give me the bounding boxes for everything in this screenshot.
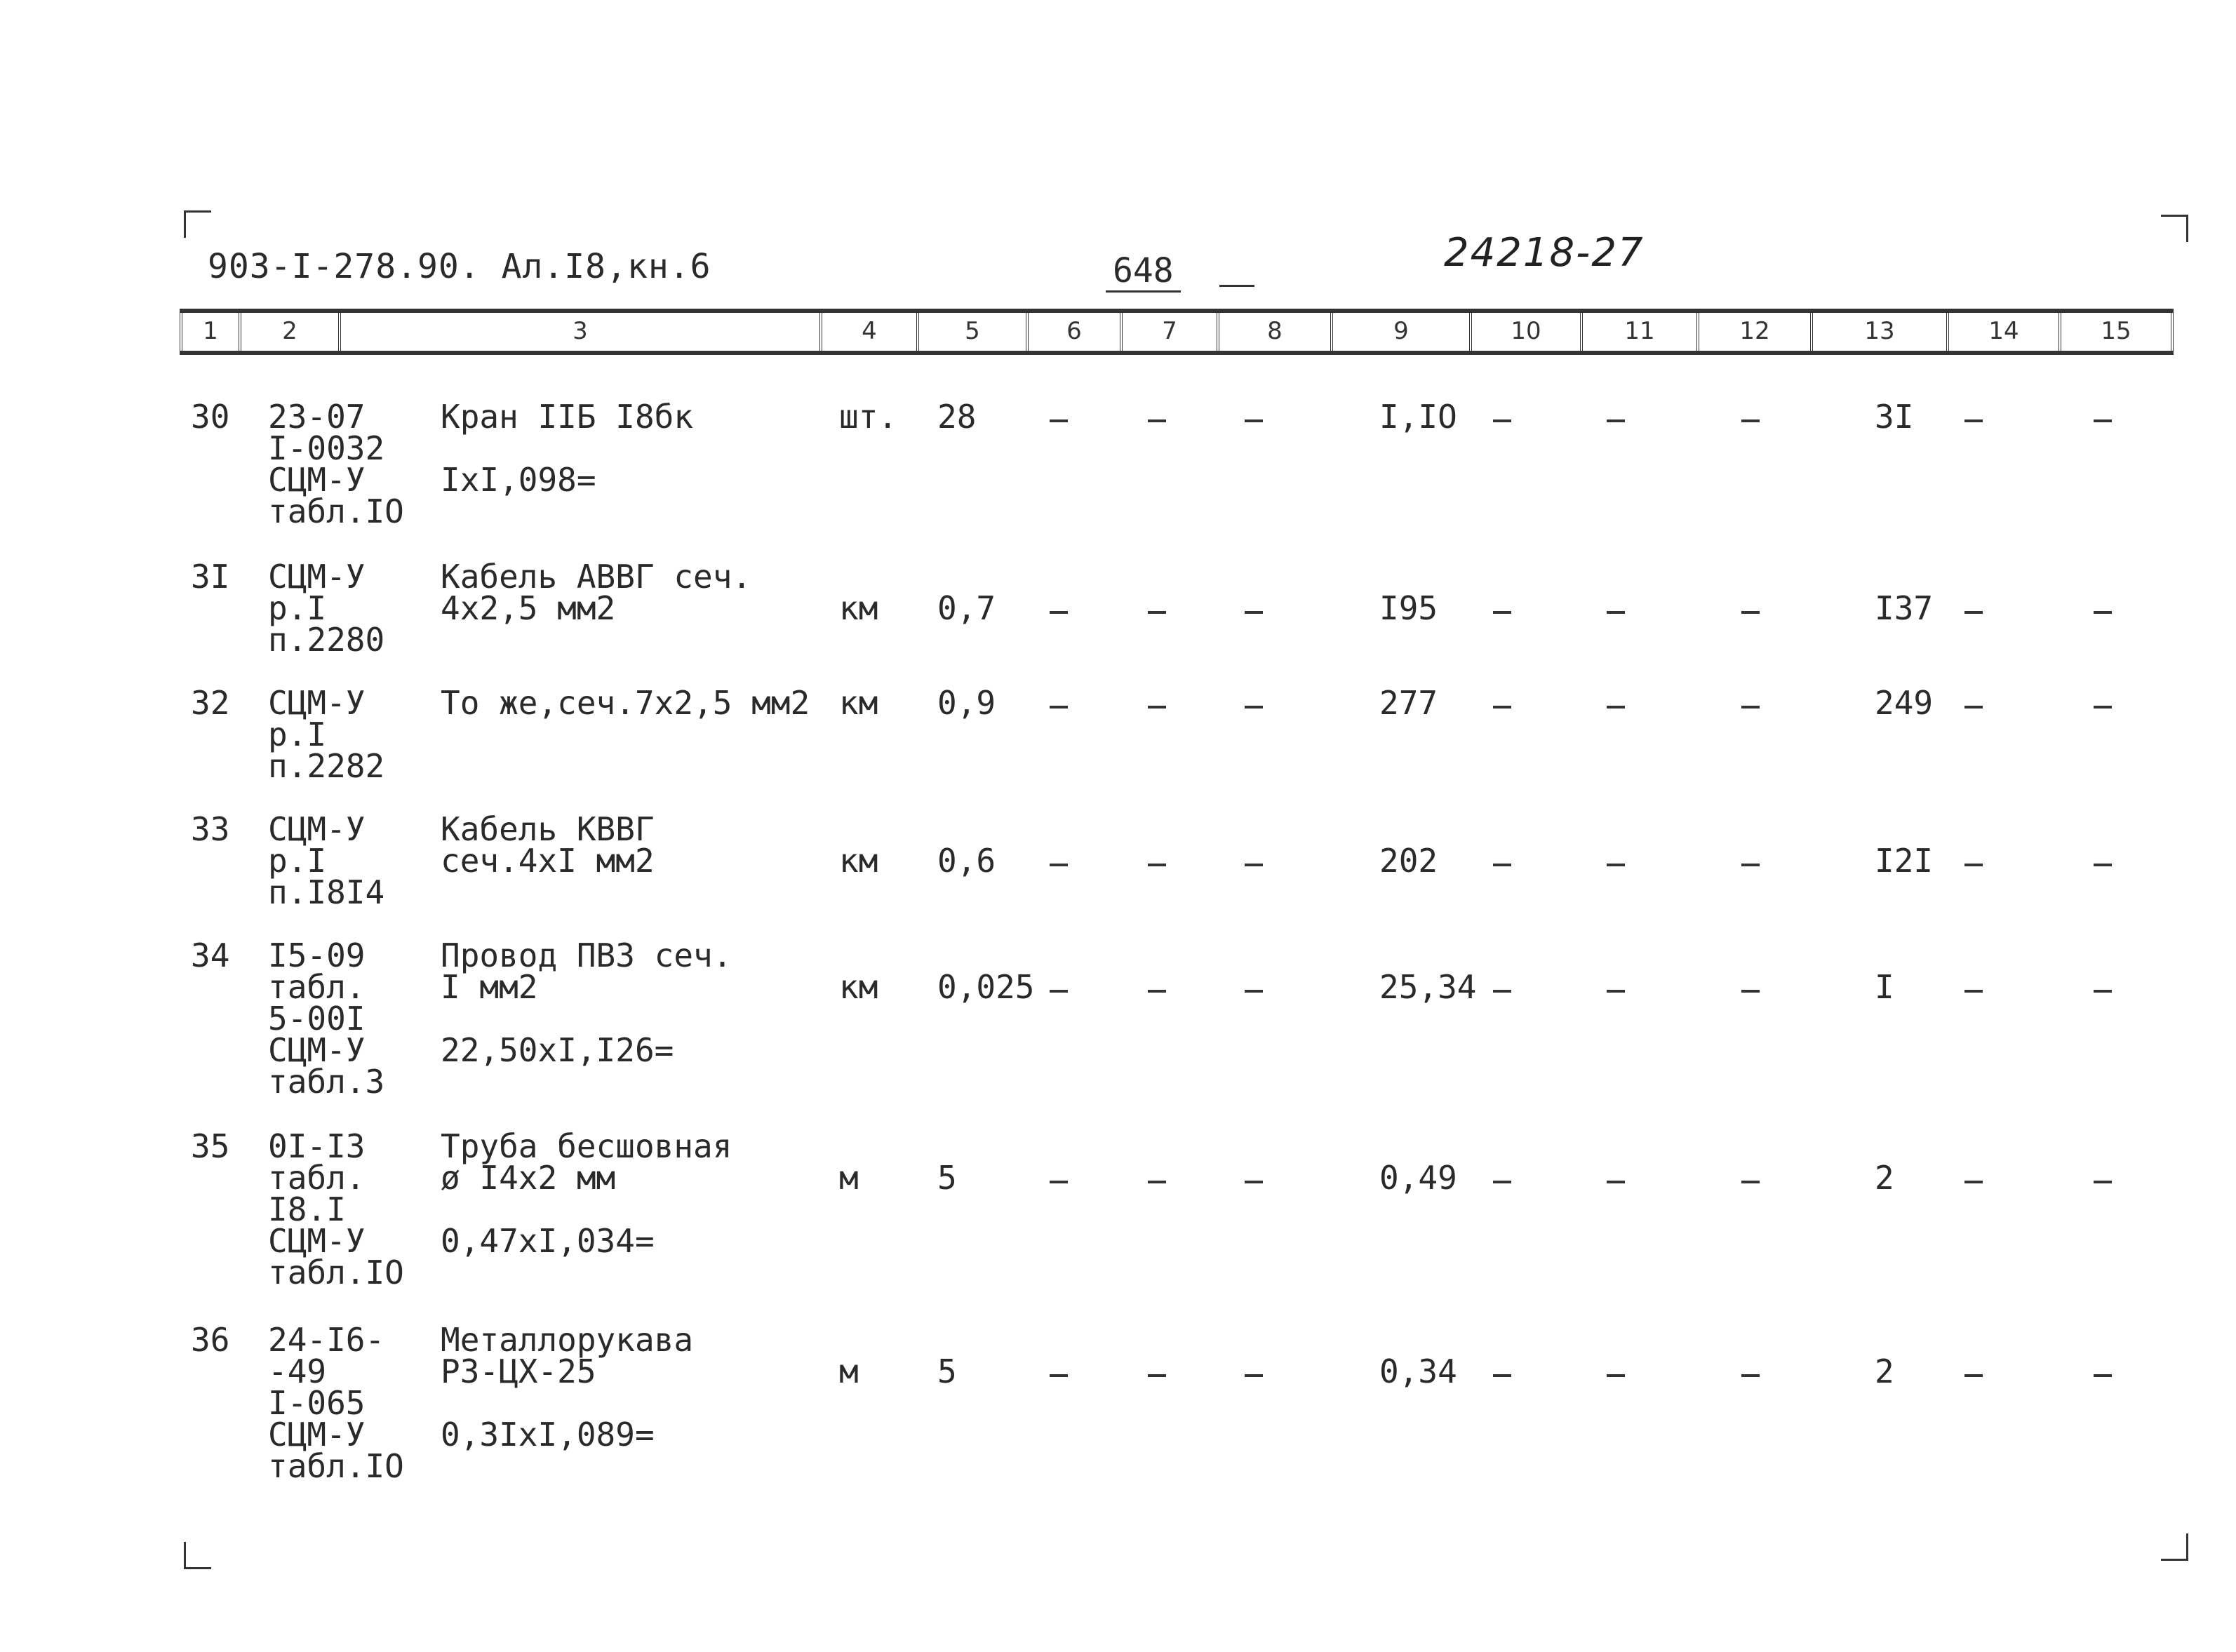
row-reference-line: СЦМ-У [268, 558, 366, 596]
row-reference-line: табл. [268, 968, 366, 1006]
empty-cell-dash [1148, 1181, 1166, 1183]
document-code: 903-I-278.90. Ал.I8,кн.6 [208, 247, 711, 286]
row-quantity: 28 [937, 398, 977, 436]
row-unit: км [839, 842, 878, 880]
column-header-9: 9 [1330, 313, 1469, 351]
row-col13-value: I37 [1875, 589, 1934, 627]
row-col13-value: I [1875, 968, 1894, 1006]
column-header-14: 14 [1946, 313, 2058, 351]
empty-cell-dash [2094, 864, 2112, 866]
row-description-line: Металлорукава [441, 1321, 694, 1359]
empty-cell-dash [1964, 1181, 1983, 1183]
row-reference-line: СЦМ-У [268, 1031, 366, 1069]
empty-cell-dash [1148, 1374, 1166, 1377]
empty-cell-dash [1493, 990, 1511, 993]
row-quantity: 0,025 [937, 968, 1035, 1006]
row-number: 30 [191, 398, 230, 436]
row-description-line: сеч.4xI мм2 [441, 842, 655, 880]
row-reference-line: СЦМ-У [268, 810, 366, 848]
row-description-line: РЗ-ЦХ-25 [441, 1352, 596, 1390]
empty-cell-dash [1493, 1181, 1511, 1183]
row-reference-line: 0I-I3 [268, 1127, 366, 1165]
empty-cell-dash [1245, 1374, 1263, 1377]
row-description-line: Кабель КВВГ [441, 810, 655, 848]
column-header-3: 3 [338, 313, 819, 351]
row-number: 36 [191, 1321, 230, 1359]
empty-cell-dash [2094, 706, 2112, 709]
row-reference-line: р.I [268, 589, 327, 627]
empty-cell-dash [1964, 611, 1983, 614]
row-reference-line: СЦМ-У [268, 1222, 366, 1260]
empty-cell-dash [1741, 1374, 1760, 1377]
empty-cell-dash [2094, 1181, 2112, 1183]
row-quantity: 5 [937, 1352, 957, 1390]
empty-cell-dash [1148, 864, 1166, 866]
row-description-line: То же,сеч.7x2,5 мм2 [441, 684, 810, 722]
row-formula: IxI,098= [441, 461, 596, 499]
row-unit: км [839, 968, 878, 1006]
empty-cell-dash [1607, 706, 1625, 709]
empty-cell-dash [2094, 419, 2112, 422]
empty-cell-dash [1607, 1374, 1625, 1377]
empty-cell-dash [1050, 419, 1068, 422]
row-col13-value: I2I [1875, 842, 1934, 880]
row-unit: м [839, 1352, 859, 1390]
column-header-10: 10 [1469, 313, 1580, 351]
empty-cell-dash [1050, 1181, 1068, 1183]
row-reference-line: п.I8I4 [268, 873, 385, 911]
row-description-line: I мм2 [441, 968, 538, 1006]
row-formula: 0,3IxI,089= [441, 1416, 655, 1453]
row-col9-value: 202 [1379, 842, 1438, 880]
empty-cell-dash [1245, 706, 1263, 709]
row-reference-line: СЦМ-У [268, 684, 366, 722]
row-number: 32 [191, 684, 230, 722]
row-reference-line: п.2282 [268, 747, 385, 785]
empty-cell-dash [1607, 1181, 1625, 1183]
empty-cell-dash [1607, 864, 1625, 866]
row-reference-line: СЦМ-У [268, 461, 366, 499]
empty-cell-dash [1964, 706, 1983, 709]
empty-cell-dash [1741, 990, 1760, 993]
empty-cell-dash [1050, 611, 1068, 614]
row-col9-value: I95 [1379, 589, 1438, 627]
row-unit: м [839, 1159, 859, 1197]
row-number: 33 [191, 810, 230, 848]
empty-cell-dash [1245, 1181, 1263, 1183]
page-number: 648 [1106, 251, 1181, 293]
row-number: 3I [191, 558, 230, 596]
empty-cell-dash [1741, 419, 1760, 422]
row-description-line: ø I4x2 мм [441, 1159, 616, 1197]
empty-cell-dash [1741, 706, 1760, 709]
empty-cell-dash [1607, 419, 1625, 422]
empty-cell-dash [1050, 706, 1068, 709]
empty-cell-dash [1741, 1181, 1760, 1183]
row-reference-line: 23-07 [268, 398, 366, 436]
empty-cell-dash [1964, 419, 1983, 422]
row-reference-line: I-0032 [268, 429, 385, 467]
row-reference-line: р.I [268, 842, 327, 880]
empty-cell-dash [1050, 864, 1068, 866]
empty-cell-dash [1050, 990, 1068, 993]
empty-cell-dash [2094, 611, 2112, 614]
row-description-line: Кабель АВВГ сеч. [441, 558, 752, 596]
row-reference-line: 24-I6- [268, 1321, 385, 1359]
row-reference-line: 5-00I [268, 1000, 366, 1037]
row-reference-line: табл. [268, 1159, 366, 1197]
row-reference-line: табл.IO [268, 1254, 404, 1291]
empty-cell-dash [1607, 611, 1625, 614]
row-col13-value: 3I [1875, 398, 1914, 436]
empty-cell-dash [1148, 611, 1166, 614]
empty-cell-dash [1050, 1374, 1068, 1377]
handwritten-number: 24218-27 [1444, 230, 1645, 276]
row-col13-value: 2 [1875, 1159, 1894, 1197]
row-unit: шт. [839, 398, 898, 436]
row-reference-line: -49 [268, 1352, 327, 1390]
empty-cell-dash [1245, 864, 1263, 866]
empty-cell-dash [1493, 864, 1511, 866]
row-reference-line: табл.3 [268, 1063, 385, 1101]
column-header-5: 5 [916, 313, 1026, 351]
empty-cell-dash [1964, 990, 1983, 993]
empty-cell-dash [1493, 1374, 1511, 1377]
column-header-7: 7 [1120, 313, 1217, 351]
empty-cell-dash [1148, 419, 1166, 422]
row-reference-line: I8.I [268, 1190, 346, 1228]
row-col9-value: 0,34 [1379, 1352, 1457, 1390]
empty-cell-dash [1493, 419, 1511, 422]
empty-cell-dash [2094, 1374, 2112, 1377]
row-description-line: Кран IIБ I8бк [441, 398, 694, 436]
empty-cell-dash [1493, 611, 1511, 614]
empty-cell-dash [1741, 611, 1760, 614]
column-header-11: 11 [1580, 313, 1696, 351]
row-description-line: Провод ПВЗ сеч. [441, 936, 732, 974]
row-col9-value: 0,49 [1379, 1159, 1457, 1197]
empty-cell-dash [1245, 611, 1263, 614]
row-description-line: Труба бесшовная [441, 1127, 732, 1165]
row-quantity: 0,6 [937, 842, 996, 880]
column-header-6: 6 [1026, 313, 1120, 351]
column-header-12: 12 [1696, 313, 1810, 351]
column-header-1: 1 [180, 313, 239, 351]
row-reference-line: табл.IO [268, 492, 404, 530]
empty-cell-dash [1964, 1374, 1983, 1377]
row-reference-line: I-065 [268, 1384, 366, 1422]
row-col9-value: 277 [1379, 684, 1438, 722]
row-quantity: 0,7 [937, 589, 996, 627]
row-col13-value: 2 [1875, 1352, 1894, 1390]
empty-cell-dash [1148, 990, 1166, 993]
row-reference-line: табл.IO [268, 1447, 404, 1485]
row-col13-value: 249 [1875, 684, 1934, 722]
empty-cell-dash [1493, 706, 1511, 709]
empty-cell-dash [1607, 990, 1625, 993]
column-header-8: 8 [1217, 313, 1330, 351]
row-col9-value: 25,34 [1379, 968, 1477, 1006]
column-header-15: 15 [2058, 313, 2174, 351]
empty-cell-dash [1245, 990, 1263, 993]
row-quantity: 0,9 [937, 684, 996, 722]
row-quantity: 5 [937, 1159, 957, 1197]
row-reference-line: п.2280 [268, 621, 385, 659]
row-reference-line: СЦМ-У [268, 1416, 366, 1453]
empty-cell-dash [1245, 419, 1263, 422]
empty-cell-dash [1148, 706, 1166, 709]
row-description-line: 4x2,5 мм2 [441, 589, 616, 627]
row-number: 35 [191, 1127, 230, 1165]
column-header-13: 13 [1810, 313, 1946, 351]
row-formula: 0,47xI,034= [441, 1222, 655, 1260]
row-col9-value: I,IO [1379, 398, 1457, 436]
row-unit: км [839, 684, 878, 722]
empty-cell-dash [1741, 864, 1760, 866]
column-header-4: 4 [819, 313, 916, 351]
empty-cell-dash [2094, 990, 2112, 993]
column-header-2: 2 [239, 313, 338, 351]
row-formula: 22,50xI,I26= [441, 1031, 674, 1069]
empty-cell-dash [1964, 864, 1983, 866]
row-unit: км [839, 589, 878, 627]
row-number: 34 [191, 936, 230, 974]
row-reference-line: I5-09 [268, 936, 366, 974]
row-reference-line: р.I [268, 716, 327, 753]
